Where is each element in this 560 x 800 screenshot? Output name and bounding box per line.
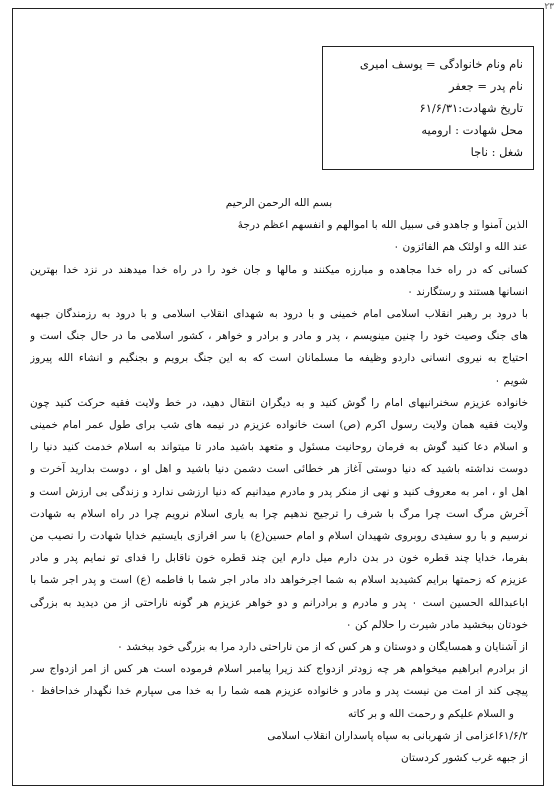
letter-line: خودتان ببخشید مادر شیرت را حلالم کن ۰ — [345, 618, 528, 631]
info-martyrdom-date: تاریخ شهادت:۶۱/۶/۳۱ — [419, 101, 523, 115]
letter-line: کسانی که در راه خدا مجاهده و مبارزه میکنند و مالها و جان خود را در راه خدا میدهند در نزد خدا بهترین — [30, 263, 528, 276]
signature-front: از جبهه غرب کشور کردستان — [401, 752, 528, 765]
letter-line: با درود بر رهبر انقلاب اسلامی امام خمینی و با درود به شهدای انقلاب اسلامی و با درود به رزمندگان جبهه — [30, 308, 528, 321]
letter-line: دوست نداشته باشید که دنیا دوستی آغاز هر خطائی است دشمن دنیا باشید و اهل او ، دوست بدارید آخرت و — [30, 463, 528, 476]
info-martyrdom-place: محل شهادت : ارومیه — [421, 123, 523, 137]
letter-line: نرسیم و با رو سفیدی روبروی شهیدان اسلام و امام حسین(ع) با سر افرازی بایستیم خدایا شهادت را نصیب من — [30, 530, 528, 543]
letter-line: از آشنایان و همسایگان و دوستان و هر کس که از من ناراحتی دارد مرا به بزرگی خود ببخشد ۰ — [117, 641, 528, 654]
letter-line: ولایت فقیه همان ولایت رسول اکرم (ص) است خانواده عزیزم در نیمه های شب برای طول عمر امام خمینی — [30, 419, 528, 432]
letter-line: آخرش مرگ است چرا مرگ با شرف را ترجیح ندهیم چرا به یاری اسلام نرویم چرا در راه اسلام به شهادت — [30, 507, 528, 520]
bismillah: بسم الله الرحمن الرحیم — [225, 197, 333, 209]
info-occupation: شغل : ناجا — [470, 145, 523, 159]
corner-mark: ۲۳ — [544, 2, 554, 12]
letter-line: های جنگ وصیت خود را چنین مینویسم ، پدر و مادر و برادر و خواهر ، کشور اسلامی ما در حال جنگ است و — [30, 330, 528, 343]
martyr-info-box — [322, 46, 534, 170]
letter-line: عند الله و اولئک هم الفائزون ۰ — [393, 241, 528, 254]
letter-line: از برادرم ابراهیم میخواهم هر چه زودتر ازدواج کند زیرا پیامبر اسلام فرموده است هر کس از امر ازدواج سر — [30, 663, 528, 676]
letter-line: عزیزم که زحمتها برایم کشیدید اسلام به شما اجرخواهد داد مادر اجر شما با فاطمه (ع) است و پدر اجر شما با — [30, 574, 528, 587]
letter-line: احتیاج به نیروی انسانی داردو وظیفه ما مسلمانان است که به این جنگ برویم و بجنگیم و انشاء الله پیروز — [30, 352, 528, 365]
letter-line: خانواده عزیزم سخنرانیهای امام را گوش کنید و به دیگران انتقال دهید، در خط ولایت فقیه حرکت کنید چون — [30, 396, 528, 409]
letter-line: اباعبدالله الحسین است ۰ پدر و مادرم و برادرانم و دو خواهر عزیزم هر گونه ناراحتی از من دیدید به بزرگی — [30, 596, 528, 609]
letter-line: بفرما، خدایا چند قطره خون در بدن دارم میل دارم این چند قطره خون ناقابل را فدای تو نمایم پدر و مادر — [30, 552, 528, 565]
info-father: نام پدر = جعفر — [448, 79, 523, 93]
letter-line: پیچی کند از امت من نیست پدر و مادر و خانواده عزیزم همه شما را به خدا می سپارم خدا نگهدار خداحافظ ۰ — [30, 685, 528, 698]
will-letter — [30, 192, 528, 769]
signature-dispatch: ۶۱/۶/۲اعزامی از شهربانی به سپاه پاسداران انقلاب اسلامی — [267, 729, 528, 742]
info-name: نام ونام خانوادگی = یوسف امیری — [359, 57, 523, 71]
letter-line: اهل او ، امر به معروف کنید و نهی از منکر پدر و مادرم میدانیم که دنیا ارزشی ندارد و زندگی بی ارزش است و — [30, 485, 528, 498]
letter-line: الذین آمنوا و جاهدو فی سبیل الله با اموالهم و انفسهم اعظم درجهٔ — [237, 219, 528, 232]
letter-line: شویم ۰ — [494, 374, 528, 387]
closing-salutation: و السلام علیکم و رحمت الله و بر کاته — [348, 707, 514, 720]
letter-line: انسانها هستند و رستگارند ۰ — [407, 285, 528, 298]
letter-line: و اسلام دعا کنید گوش به فرمان روحانیت مسئول و متعهد باشید مادر تا میتواند به اسلام خدمت کنید دنیا را — [30, 441, 528, 454]
